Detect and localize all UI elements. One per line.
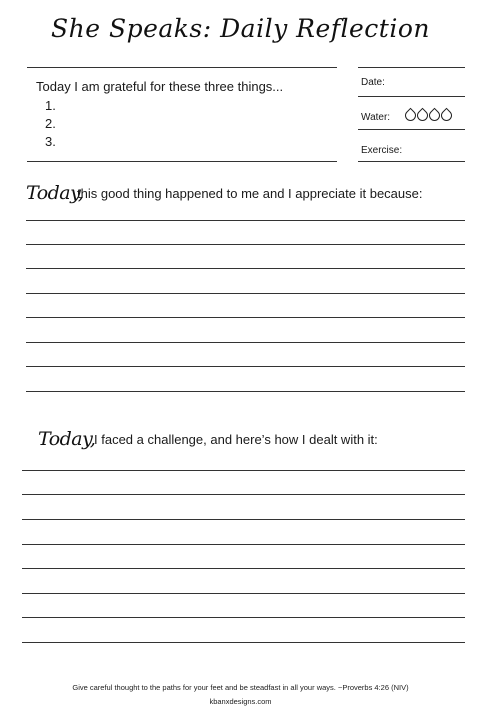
gratitude-item-1: 1. bbox=[45, 98, 56, 113]
section2-writing-line[interactable] bbox=[22, 494, 465, 495]
section2-writing-line[interactable] bbox=[22, 470, 465, 471]
section1-writing-line[interactable] bbox=[26, 268, 465, 269]
water-label: Water: bbox=[361, 112, 391, 123]
section1-writing-line[interactable] bbox=[26, 317, 465, 318]
section2-writing-line[interactable] bbox=[22, 568, 465, 569]
exercise-rule bbox=[358, 161, 465, 162]
section1-prompt: this good thing happened to me and I appreciate it because: bbox=[77, 186, 423, 201]
section2-prompt: I faced a challenge, and here’s how I dealt with it: bbox=[94, 432, 378, 447]
footer-quote: Give careful thought to the paths for your feet and be steadfast in all your ways. ~Proverbs 4:26 (NIV) bbox=[72, 683, 409, 692]
section2-writing-line[interactable] bbox=[22, 617, 465, 618]
section2-writing-line[interactable] bbox=[22, 544, 465, 545]
section1-writing-line[interactable] bbox=[26, 293, 465, 294]
section2-writing-line[interactable] bbox=[22, 593, 465, 594]
section2-writing-line[interactable] bbox=[22, 642, 465, 643]
gratitude-item-3: 3. bbox=[45, 134, 56, 149]
section1-writing-line[interactable] bbox=[26, 244, 465, 245]
section2-writing-line[interactable] bbox=[22, 519, 465, 520]
section2-script-heading: Today, bbox=[38, 428, 96, 450]
gratitude-intro: Today I am grateful for these three things... bbox=[36, 79, 284, 94]
page-title: She Speaks: Daily Reflection bbox=[50, 14, 430, 43]
section1-writing-line[interactable] bbox=[26, 391, 465, 392]
gratitude-item-2: 2. bbox=[45, 116, 56, 131]
section1-writing-line[interactable] bbox=[26, 366, 465, 367]
section1-writing-line[interactable] bbox=[26, 220, 465, 221]
water-rule bbox=[358, 129, 465, 130]
section1-writing-line[interactable] bbox=[26, 342, 465, 343]
water-drop-icon[interactable] bbox=[439, 108, 455, 124]
exercise-label: Exercise: bbox=[361, 145, 403, 156]
date-rule bbox=[358, 96, 465, 97]
gratitude-top-rule bbox=[27, 67, 337, 68]
gratitude-bottom-rule bbox=[27, 161, 337, 162]
section1-script-heading: Today, bbox=[26, 182, 84, 204]
side-top-rule bbox=[358, 67, 465, 68]
date-label: Date: bbox=[361, 77, 385, 88]
footer-site: kbanxdesigns.com bbox=[209, 697, 272, 706]
